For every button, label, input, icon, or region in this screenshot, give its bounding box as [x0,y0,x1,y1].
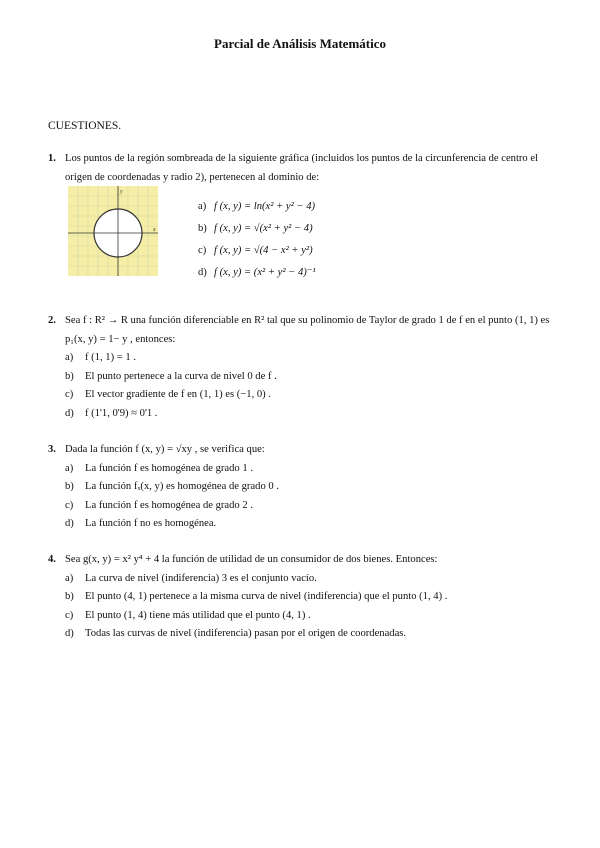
x-axis-label: x [153,227,156,233]
option-text: El punto pertenece a la curva de nivel 0 de f . [85,370,277,382]
option-letter: d) [65,518,74,529]
option-text: f (x, y) = (x² + y² − 4)⁻¹ [214,267,316,278]
option-letter: d) [198,266,207,278]
q4-options [65,570,558,644]
option-d[interactable] [65,625,558,644]
question-3 [48,441,558,534]
option-text: f (1'1, 0'9) ≈ 0'1 . [85,407,158,419]
y-axis-label: y [120,189,123,195]
shaded-region-graph [68,186,158,276]
option-d[interactable] [198,261,316,283]
option-text: f (x, y) = ln(x² + y² − 4) [214,200,316,212]
option-letter: a) [198,200,207,212]
option-d[interactable] [65,515,558,534]
option-c[interactable] [198,239,316,261]
option-a[interactable] [65,460,558,479]
option-letter: a) [65,352,74,363]
q1-options [198,195,316,283]
question-stem: Sea g(x, y) = x² y⁴ + 4 la función de utilidad de un consumidor de dos bienes. Entonces: [65,554,438,565]
option-text: El punto (1, 4) tiene más utilidad que el punto (4, 1) . [85,609,311,621]
option-b[interactable] [198,217,316,239]
question-4 [48,551,558,644]
option-letter: a) [65,462,74,474]
option-letter: a) [65,572,74,584]
question-number: 3. [48,444,56,455]
option-text: f (x, y) = √(x² + y² − 4) [214,222,313,234]
option-letter: c) [65,499,74,511]
question-number: 4. [48,554,56,565]
option-b[interactable] [65,368,558,387]
option-text: f (1, 1) = 1 . [85,352,136,363]
option-letter: b) [65,370,74,382]
option-letter: d) [65,407,74,419]
option-a[interactable] [65,349,558,368]
option-a[interactable] [65,570,558,589]
option-letter: c) [65,389,74,400]
option-text: El vector gradiente de f en (1, 1) es (−1, 0) . [85,389,271,400]
q3-options [65,460,558,534]
option-c[interactable] [65,607,558,626]
question-number: 1. [48,153,56,164]
option-text: Todas las curvas de nivel (indiferencia) pasan por el origen de coordenadas. [85,628,407,639]
option-text: El punto (4, 1) pertenece a la misma curva de nivel (indiferencia) que el punto (1, 4) . [85,591,448,602]
option-text: La función f no es homogénea. [85,518,217,529]
page-title: Parcial de Análisis Matemático [214,36,386,51]
question-1 [48,150,558,187]
question-stem: Dada la función f (x, y) = √xy , se verifica que: [65,444,265,455]
option-a[interactable] [198,195,316,217]
option-text: La función fₓ(x, y) es homogénea de grado 0 . [85,481,279,492]
option-letter: c) [198,244,207,256]
section-heading: CUESTIONES. [48,120,122,132]
option-d[interactable] [65,405,558,424]
option-text: f (x, y) = √(4 − x² + y²) [214,244,313,256]
question-stem: Sea f : R² → R una función diferenciable en R² tal que su polinomio de Taylor de grado 1 de f en el punto (1, 1) es p₁(x, y) = 1− y , entonces: [65,315,550,345]
question-stem: Los puntos de la región sombreada de la siguiente gráfica (incluidos los puntos de la circunferencia de centro el origen de coordenadas y radio 2), pertenecen al dominio de: [65,153,539,183]
option-c[interactable] [65,386,558,405]
option-letter: d) [65,628,74,639]
q2-options [65,349,558,423]
option-text: La curva de nivel (indiferencia) 3 es el conjunto vacío. [85,572,317,584]
option-text: La función f es homogénea de grado 2 . [85,499,253,511]
option-letter: b) [65,591,74,602]
option-text: La función f es homogénea de grado 1 . [85,462,253,474]
option-letter: b) [65,481,74,492]
option-b[interactable] [65,478,558,497]
option-letter: b) [198,222,207,234]
question-number: 2. [48,315,56,326]
option-letter: c) [65,609,74,621]
question-2 [48,312,558,423]
option-b[interactable] [65,588,558,607]
option-c[interactable] [65,497,558,516]
